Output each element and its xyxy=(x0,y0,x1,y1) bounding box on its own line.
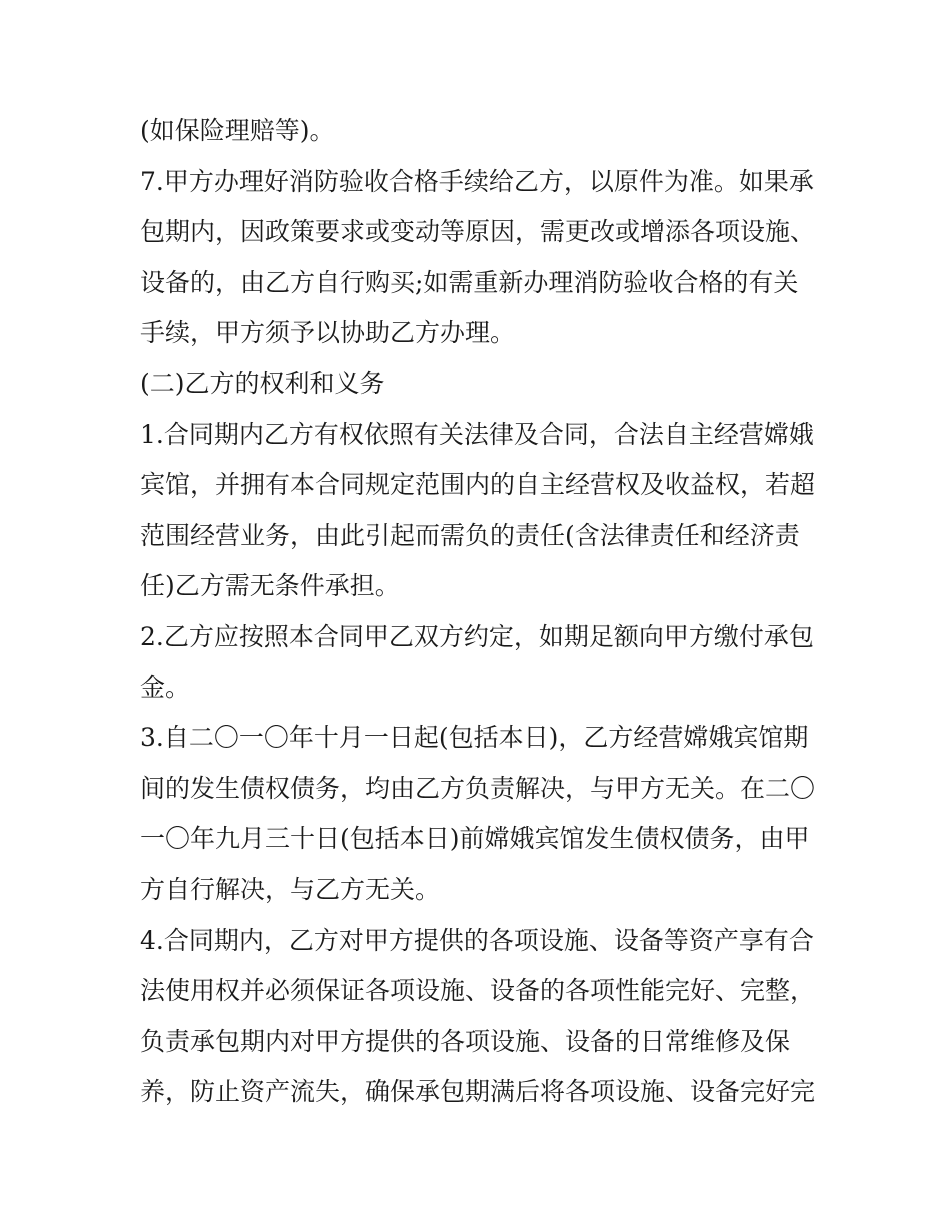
text-line: 3.自二〇一〇年十月一日起(包括本日)，乙方经营嫦娥宾馆期 xyxy=(140,723,809,753)
text-line: 范围经营业务，由此引起而需负的责任(含法律责任和经济责 xyxy=(140,520,800,550)
text-line: (如保险理赔等)。 xyxy=(140,116,335,145)
text-line: 7.甲方办理好消防验收合格手续给乙方，以原件为准。如果承 xyxy=(140,166,814,196)
text-line: 1.合同期内乙方有权依照有关法律及合同，合法自主经营嫦娥 xyxy=(140,419,814,449)
text-line: 包期内，因政策要求或变动等原因，需更改或增添各项设施、 xyxy=(140,217,816,247)
text-line: 任)乙方需无条件承担。 xyxy=(140,571,400,601)
section-heading: (二)乙方的权利和义务 xyxy=(140,368,385,398)
text-line: 负责承包期内对甲方提供的各项设施、设备的日常维修及保 xyxy=(140,1026,791,1056)
text-line: 手续，甲方须予以协助乙方办理。 xyxy=(140,318,516,348)
text-line: 金。 xyxy=(140,672,191,702)
text-line: 设备的，由乙方自行购买;如需重新办理消防验收合格的有关 xyxy=(140,267,799,297)
document-body xyxy=(140,106,820,1118)
text-line: 4.合同期内，乙方对甲方提供的各项设施、设备等资产享有合 xyxy=(140,925,814,955)
text-line: 间的发生债权债务，均由乙方负责解决，与甲方无关。在二〇 xyxy=(140,773,816,803)
text-line: 养，防止资产流失，确保承包期满后将各项设施、设备完好完 xyxy=(140,1077,816,1107)
text-line: 方自行解决，与乙方无关。 xyxy=(140,874,441,904)
text-line: 宾馆，并拥有本合同规定范围内的自主经营权及收益权，若超 xyxy=(140,470,816,500)
text-line: 法使用权并必须保证各项设施、设备的各项性能完好、完整， xyxy=(140,976,816,1006)
text-line: 一〇年九月三十日(包括本日)前嫦娥宾馆发生债权债务，由甲 xyxy=(140,824,810,854)
text-line: 2.乙方应按照本合同甲乙双方约定，如期足额向甲方缴付承包 xyxy=(140,621,814,651)
